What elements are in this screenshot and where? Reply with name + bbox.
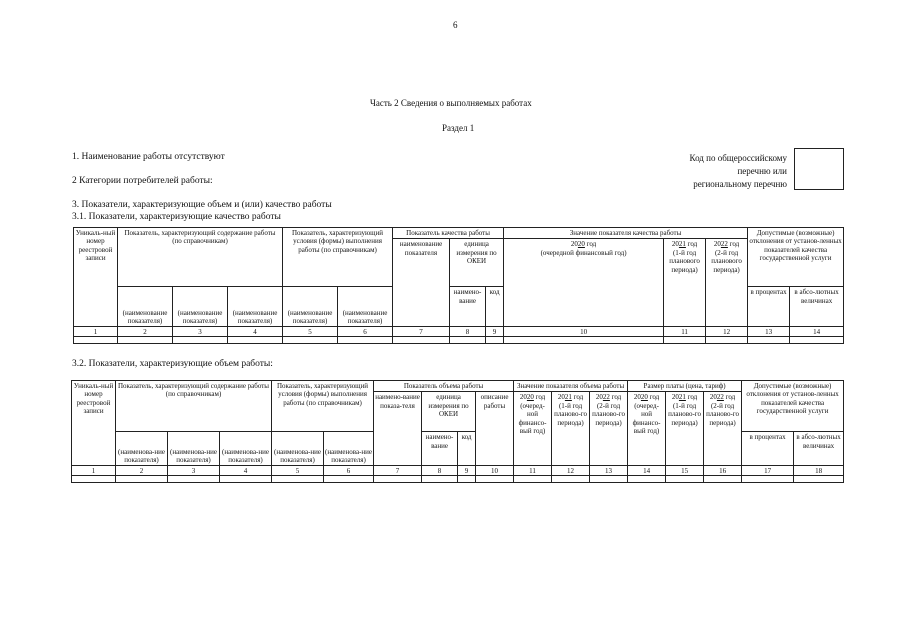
col-num-18: 18	[794, 466, 844, 476]
col-deviation: Допустимые (возможные) отклонения от установ-ленных показателей качества государственной услуги	[742, 381, 844, 432]
col-num-14: 14	[790, 327, 844, 337]
unit-code: код	[486, 287, 504, 327]
col-num-13: 13	[590, 466, 628, 476]
col-num-16: 16	[704, 466, 742, 476]
content-3-name: (наименова-ние показателя)	[220, 432, 272, 466]
col-num-2: 2	[118, 327, 173, 337]
col-num-6: 6	[338, 327, 393, 337]
col-volume-value: Значение показателя объема работы	[514, 381, 628, 392]
table-row[interactable]	[74, 337, 844, 344]
col-num-11: 11	[664, 327, 706, 337]
deviation-absolute: в абсо-лютных величинах	[794, 432, 844, 466]
col-year-2: 2021 год (1-й год планово-го периода)	[552, 392, 590, 466]
col-num-4: 4	[220, 466, 272, 476]
col-num-10: 10	[504, 327, 664, 337]
deviation-absolute: в абсо-лютных величинах	[790, 287, 844, 327]
cond-2-name: (наименова-ние показателя)	[324, 432, 374, 466]
work-name-line: 1. Наименование работы отсутствуют	[72, 152, 225, 162]
unit-code: код	[458, 432, 476, 466]
section-title: Раздел 1	[442, 123, 475, 133]
col-num-12: 12	[706, 327, 748, 337]
col-unit: единица измерения по ОКЕИ	[450, 239, 504, 287]
col-num-1: 1	[72, 466, 116, 476]
col-num-8: 8	[450, 327, 486, 337]
col-num-10: 10	[476, 466, 514, 476]
content-3-name: (наименование показателя)	[228, 287, 283, 327]
content-2-name: (наименование показателя)	[173, 287, 228, 327]
content-1-name: (наименова-ние показателя)	[116, 432, 168, 466]
col-indicator-name: наименование показателя	[393, 239, 450, 327]
col-num-3: 3	[173, 327, 228, 337]
col-volume-indicator: Показатель объема работы	[374, 381, 514, 392]
col-num-4: 4	[228, 327, 283, 337]
col-num-11: 11	[514, 466, 552, 476]
col-unique-number: Уникаль-ный номер реестровой записи	[74, 228, 118, 327]
col-num-14: 14	[628, 466, 666, 476]
col-fee: Размер платы (цена, тариф)	[628, 381, 742, 392]
col-quality-indicator: Показатель качества работы	[393, 228, 504, 239]
cond-1-name: (наименова-ние показателя)	[272, 432, 324, 466]
content-1-name: (наименование показателя)	[118, 287, 173, 327]
cond-1-name: (наименование показателя)	[283, 287, 338, 327]
col-description: описание работы	[476, 392, 514, 466]
col-num-7: 7	[393, 327, 450, 337]
quality-table	[73, 227, 844, 344]
section-3-2-heading: 3.2. Показатели, характеризующие объем работы:	[72, 359, 273, 369]
part-title: Часть 2 Сведения о выполняемых работах	[370, 98, 532, 108]
content-2-name: (наименова-ние показателя)	[168, 432, 220, 466]
col-year-1: 2020 год (очередной финансовый год)	[504, 239, 664, 327]
unit-name: наимено-вание	[450, 287, 486, 327]
table-row[interactable]	[72, 476, 844, 483]
col-unique-number: Уникаль-ный номер реестровой записи	[72, 381, 116, 466]
col-deviation: Допустимые (возможные) отклонения от установ-ленных показателей качества государственной услуги	[748, 228, 844, 287]
cond-2-name: (наименование показателя)	[338, 287, 393, 327]
col-fee-year-2: 2021 год (1-й год планово-го периода)	[666, 392, 704, 466]
col-year-1: 2020 год (очеред-ной финансо-вый год)	[514, 392, 552, 466]
col-num-17: 17	[742, 466, 794, 476]
section-3-1-heading: 3.1. Показатели, характеризующие качество работы	[72, 212, 281, 222]
code-box[interactable]	[794, 148, 844, 190]
col-num-9: 9	[458, 466, 476, 476]
code-label-3: региональному перечню	[693, 179, 787, 189]
col-unit: единица измерения по ОКЕИ	[422, 392, 476, 432]
col-quality-value: Значение показателя качества работы	[504, 228, 748, 239]
col-num-15: 15	[666, 466, 704, 476]
col-indicator-name: наимено-вание показа-теля	[374, 392, 422, 466]
unit-name: наимено-вание	[422, 432, 458, 466]
col-num-12: 12	[552, 466, 590, 476]
col-content: Показатель, характеризующий содержание работы (по справочникам)	[116, 381, 272, 432]
consumer-category-line: 2 Категории потребителей работы:	[72, 176, 213, 186]
col-num-2: 2	[116, 466, 168, 476]
col-num-8: 8	[422, 466, 458, 476]
col-num-1: 1	[74, 327, 118, 337]
code-label-1: Код по общероссийскому	[689, 153, 787, 163]
col-year-3: 2022 год (2-й год планового периода)	[706, 239, 748, 327]
code-label-2: перечню или	[737, 166, 787, 176]
col-content: Показатель, характеризующий содержание работы (по справочникам)	[118, 228, 283, 287]
deviation-percent: в процентах	[748, 287, 790, 327]
col-conditions: Показатель, характеризующий условия (формы) выполнения работы (по справочникам)	[272, 381, 374, 432]
deviation-percent: в процентах	[742, 432, 794, 466]
page-number: 6	[453, 20, 458, 30]
col-num-7: 7	[374, 466, 422, 476]
col-num-5: 5	[283, 327, 338, 337]
col-num-3: 3	[168, 466, 220, 476]
col-year-2: 2021 год (1-й год планового периода)	[664, 239, 706, 327]
section-3-heading: 3. Показатели, характеризующие объем и (или) качество работы	[72, 200, 332, 210]
col-conditions: Показатель, характеризующий условия (формы) выполнения работы (по справочникам)	[283, 228, 393, 287]
col-year-3: 2022 год (2-й год планово-го периода)	[590, 392, 628, 466]
col-num-5: 5	[272, 466, 324, 476]
col-fee-year-1: 2020 год (очеред-ной финансо-вый год)	[628, 392, 666, 466]
col-num-13: 13	[748, 327, 790, 337]
col-fee-year-3: 2022 год (2-й год планово-го периода)	[704, 392, 742, 466]
volume-table	[71, 380, 844, 483]
col-num-6: 6	[324, 466, 374, 476]
col-num-9: 9	[486, 327, 504, 337]
